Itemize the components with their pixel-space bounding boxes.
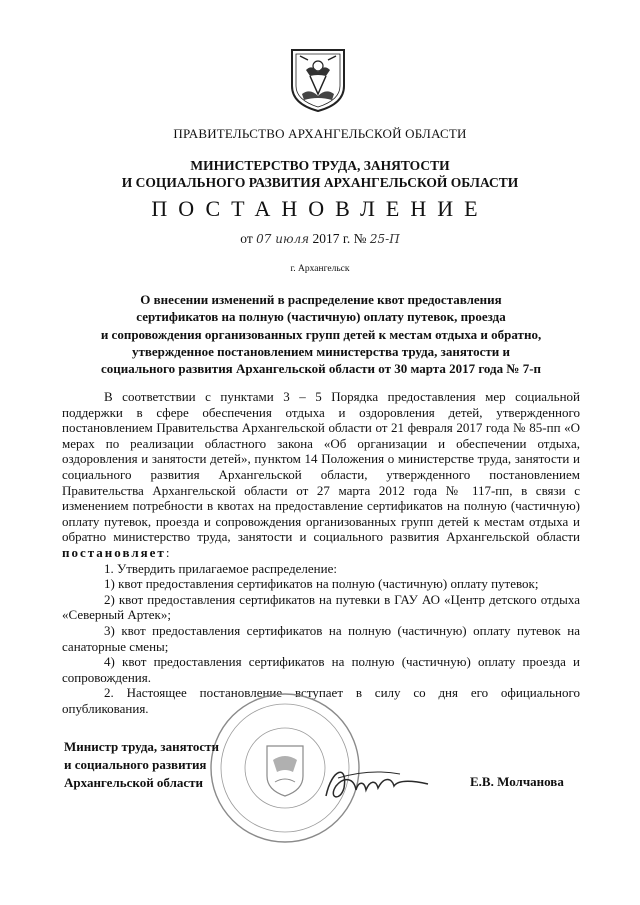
document-subject — [60, 291, 582, 377]
subject-line: социального развития Архангельской области от 30 марта 2017 года № 7-п — [100, 361, 542, 377]
item-1-3: 3) квот предоставления сертификатов на полную (частичную) оплату путевок на санаторные смены; — [62, 622, 580, 654]
ministry-line-1: МИНИСТЕРСТВО ТРУДА, ЗАНЯТОСТИ — [190, 158, 450, 173]
signer-title-line-2: и социального развития — [64, 757, 207, 772]
item-1: 1. Утвердить прилагаемое распределение: — [104, 560, 337, 576]
city-line: г. Архангельск — [290, 264, 350, 274]
item-1-4: 4) квот предоставления сертификатов на полную (частичную) оплату проезда и сопровождения. — [62, 654, 580, 685]
item-1-1: 1) квот предоставления сертификатов на полную (частичную) оплату путевок; — [104, 576, 539, 592]
subject-line: и сопровождения организованных групп детей к местам отдыха и обратно, — [100, 326, 542, 342]
coat-of-arms-icon — [288, 46, 348, 114]
body-intro-paragraph — [62, 389, 580, 561]
item-2: 2. Настоящее постановление вступает в силу со дня его официального опубликования. — [62, 685, 580, 716]
signer-title — [64, 738, 219, 792]
handwritten-number: 25-П — [369, 232, 400, 246]
ministry-line-2: И СОЦИАЛЬНОГО РАЗВИТИЯ АРХАНГЕЛЬСКОЙ ОБЛАСТИ — [121, 175, 519, 190]
intro-text: В соответствии с пунктами 3 – 5 Порядка предоставления мер социальной поддержки в сфере обеспечения отдыха и оздоровления детей, утвержденного постановлением Правительства Архангельской области от 21 февраля 2017 года № 85-пп «О мерах по реализации областного закона «Об организации и обеспечении отдыха, оздоровления и занятости детей», пунктом 14 Положения о министерстве труда, занятости и социального развития Архангельской области, утвержденного постановлением Правительства Архангельской области от 27 марта 2012 года № 117-пп, в связи с изменением потребности в квотах на предоставление сертификатов на полную (частичную) оплату путевок, проезда и сопровождения организованных групп детей к местам отдыха и обратно министерство труда, занятости и социального развития Архангельской области — [62, 389, 580, 545]
item-1-2: 2) квот предоставления сертификатов на путевки в ГАУ АО «Центр детского отдыха «Северный Артек»; — [62, 591, 580, 623]
handwritten-date: 07 июля — [256, 232, 310, 246]
date-prefix: от — [240, 231, 253, 246]
date-year: 2017 г. — [312, 231, 351, 246]
document-type-title: ПОСТАНОВЛЕНИЕ — [151, 196, 489, 221]
document-body — [62, 389, 580, 716]
subject-line: сертификатов на полную (частичную) оплату путевок, проезда — [136, 309, 506, 325]
date-number-line — [0, 231, 640, 247]
government-heading: ПРАВИТЕЛЬСТВО АРХАНГЕЛЬСКОЙ ОБЛАСТИ — [173, 126, 467, 141]
signer-title-line-1: Министр труда, занятости — [64, 739, 220, 754]
number-label: № — [353, 231, 367, 246]
decree-colon: : — [165, 544, 170, 560]
subject-line: О внесении изменений в распределение квот предоставления — [140, 292, 502, 307]
signer-name: Е.В. Молчанова — [470, 774, 564, 789]
signer-title-line-3: Архангельской области — [64, 775, 204, 790]
ministry-heading — [0, 157, 640, 191]
signature-icon — [318, 758, 438, 808]
subject-line: утвержденное постановлением министерства труда, занятости и — [131, 343, 511, 359]
decree-word: постановляет — [62, 544, 166, 560]
